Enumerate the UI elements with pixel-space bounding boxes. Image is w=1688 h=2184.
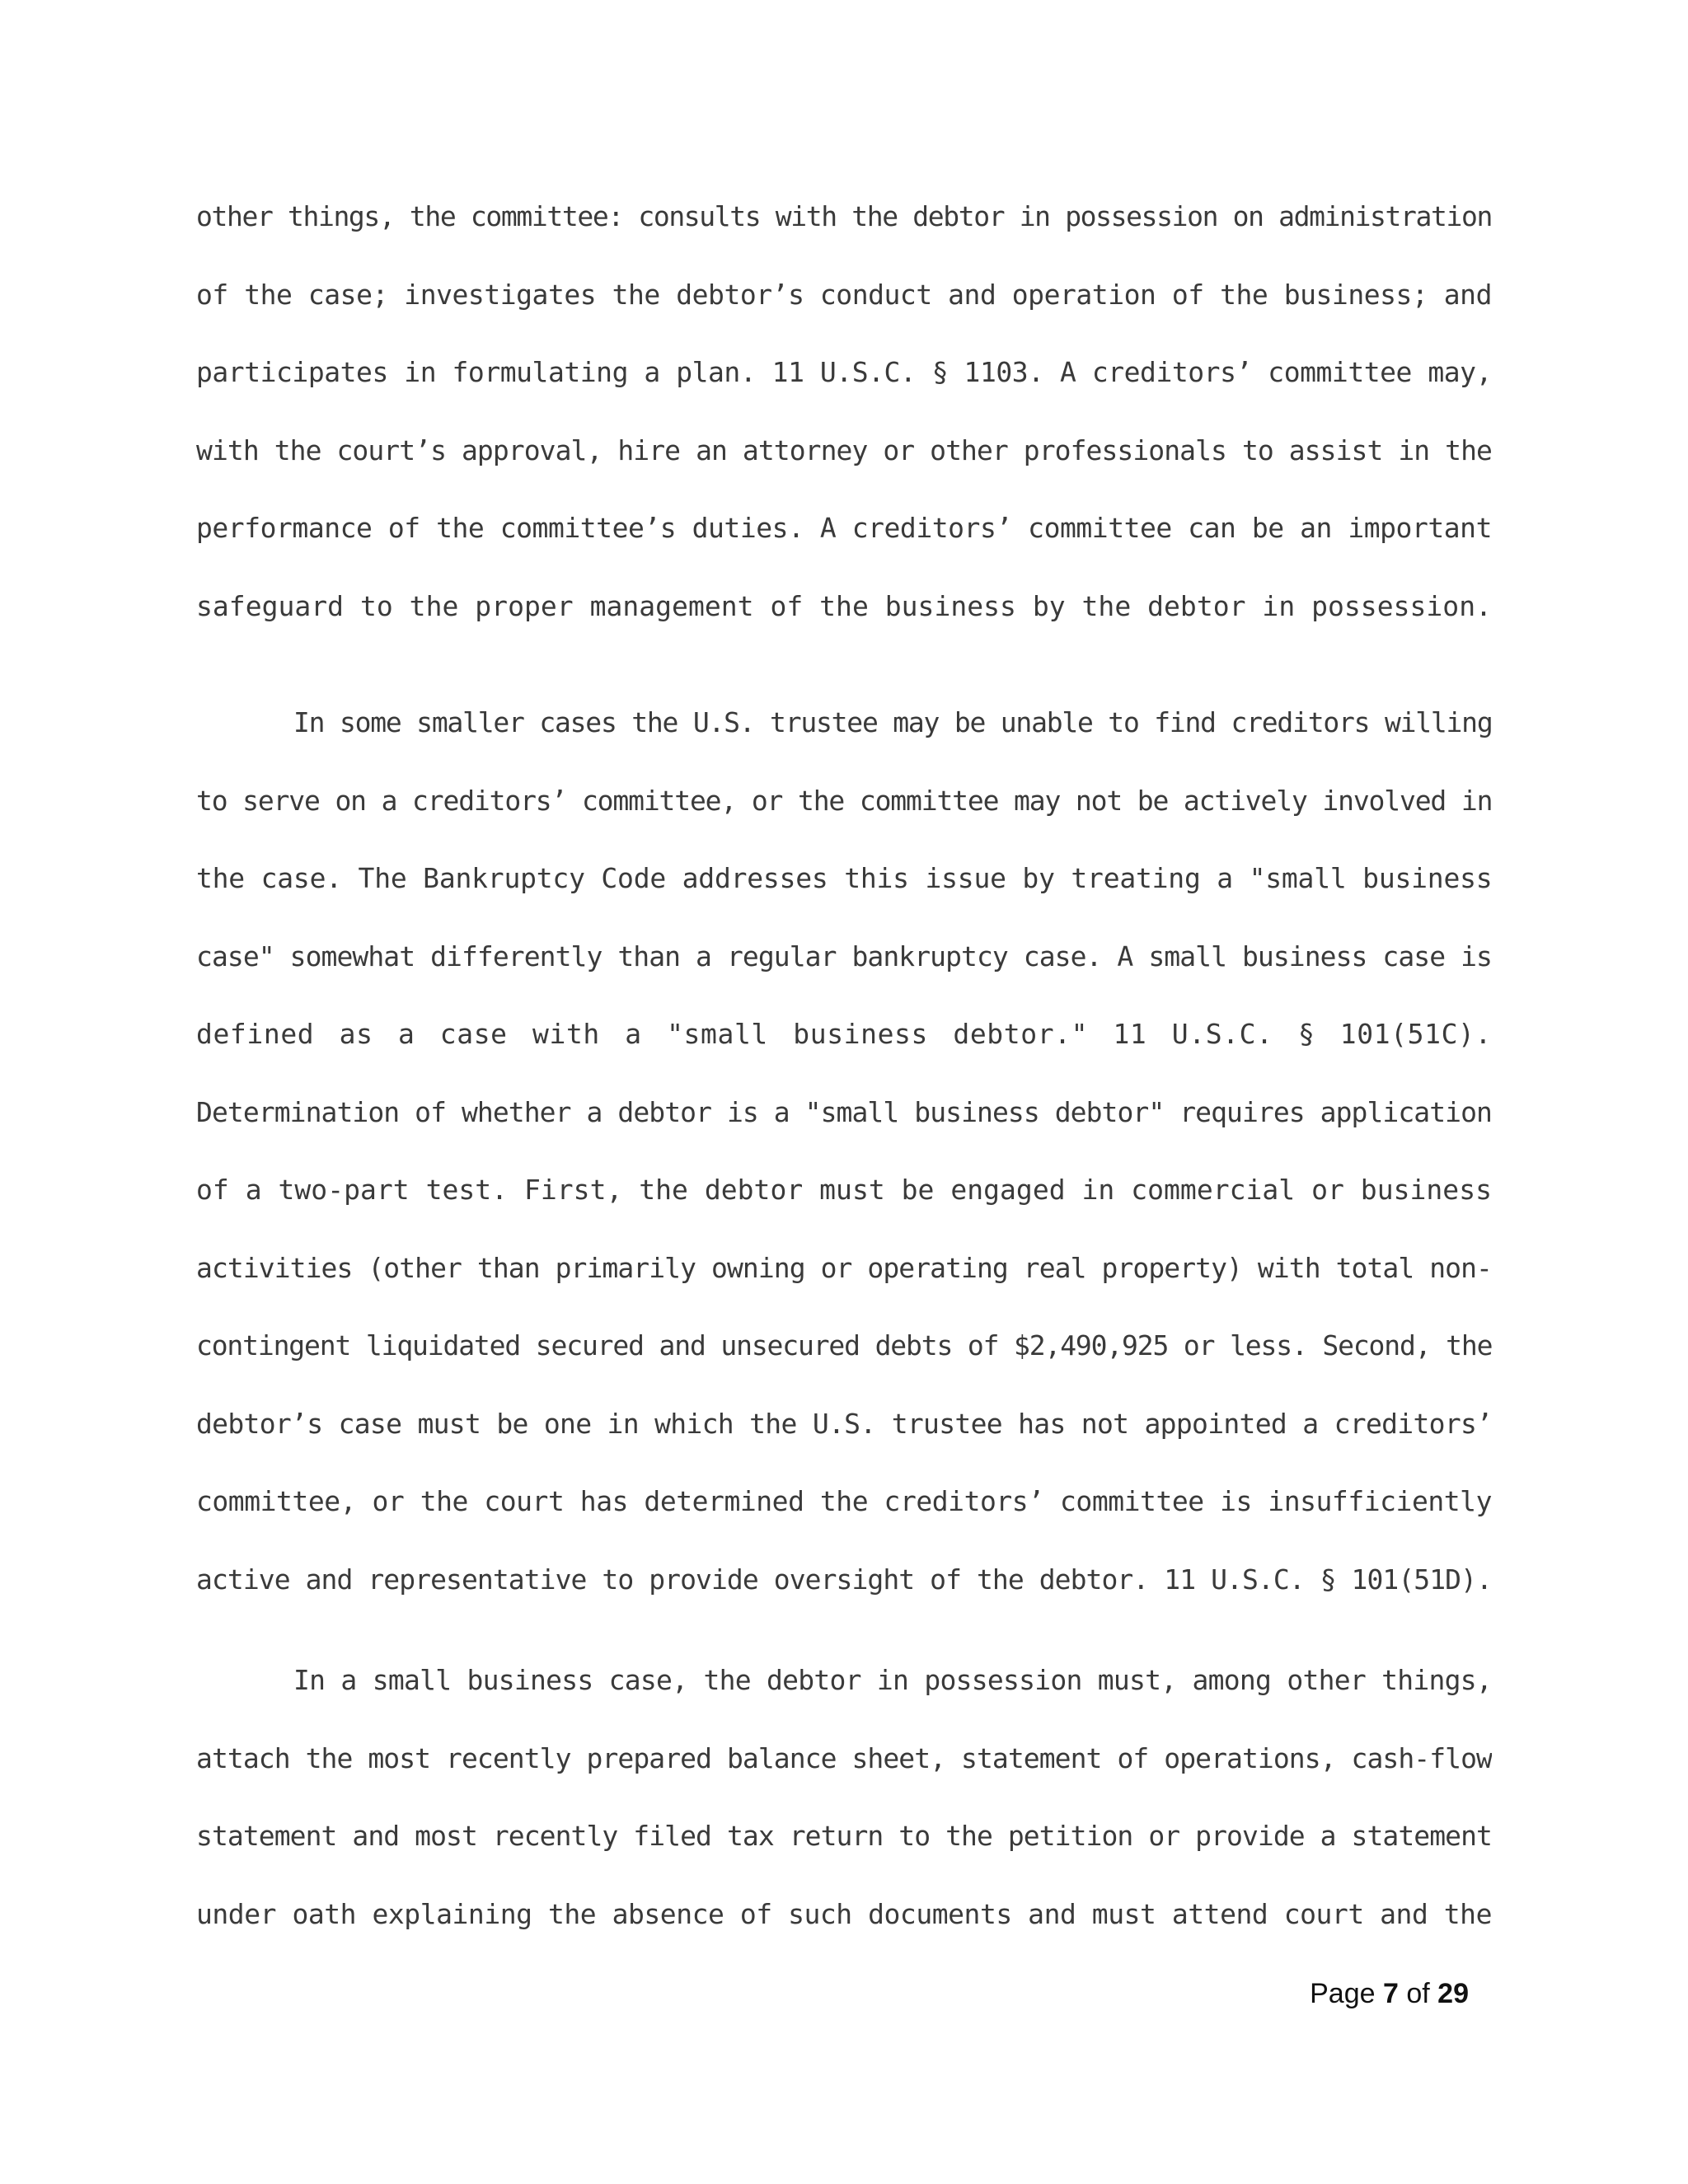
text-line: of the case; investigates the debtor’s conduct and operation of the business; and bbox=[196, 278, 1492, 311]
text-line-indented bbox=[196, 684, 1492, 762]
text-line: contingent liquidated secured and unsecured debts of $2,490,925 or less. Second, the bbox=[196, 1329, 1492, 1361]
text-line: participates in formulating a plan. 11 U.S.C. § 1103. A creditors’ committee may, bbox=[196, 356, 1492, 388]
text-line: with the court’s approval, hire an attorney or other professionals to assist in the bbox=[196, 434, 1492, 466]
total-pages: 29 bbox=[1437, 1978, 1469, 2009]
text-line: safeguard to the proper management of the business by the debtor in possession. bbox=[196, 589, 1492, 622]
text-line: active and representative to provide oversight of the debtor. 11 U.S.C. § 101(51D). bbox=[196, 1563, 1492, 1596]
of-word: of bbox=[1406, 1978, 1430, 2009]
text-line: performance of the committee’s duties. A creditors’ committee can be an important bbox=[196, 512, 1492, 544]
page-number: 7 bbox=[1382, 1978, 1399, 2009]
text-line: to serve on a creditors’ committee, or the committee may not be actively involved in bbox=[196, 784, 1492, 817]
text-line: activities (other than primarily owning or operating real property) with total non- bbox=[196, 1251, 1492, 1284]
text-line: the case. The Bankruptcy Code addresses this issue by treating a "small business bbox=[196, 862, 1492, 894]
text-line-content: In some smaller cases the U.S. trustee may be unable to find creditors willing bbox=[293, 706, 1492, 738]
paragraph-2 bbox=[196, 684, 1492, 1619]
text-line: Determination of whether a debtor is a "small business debtor" requires application bbox=[196, 1095, 1492, 1128]
paragraph-1 bbox=[196, 178, 1492, 645]
text-line-indented bbox=[196, 1642, 1492, 1720]
text-line: case" somewhat differently than a regular bankruptcy case. A small business case is bbox=[196, 940, 1492, 972]
text-line: of a two-part test. First, the debtor must be engaged in commercial or business bbox=[196, 1174, 1492, 1206]
text-line: defined as a case with a "small business debtor." 11 U.S.C. § 101(51C). bbox=[196, 1018, 1492, 1050]
text-line: other things, the committee: consults with the debtor in possession on administration bbox=[196, 200, 1492, 232]
page-word: Page bbox=[1310, 1978, 1376, 2009]
text-line: committee, or the court has determined the creditors’ committee is insufficiently bbox=[196, 1485, 1492, 1517]
paragraph-3 bbox=[196, 1642, 1492, 1953]
text-line: debtor’s case must be one in which the U.S. trustee has not appointed a creditors’ bbox=[196, 1407, 1492, 1440]
text-line: statement and most recently filed tax return to the petition or provide a statement bbox=[196, 1820, 1492, 1852]
text-line: attach the most recently prepared balance sheet, statement of operations, cash-flow bbox=[196, 1741, 1492, 1774]
text-line-content: In a small business case, the debtor in possession must, among other things, bbox=[293, 1664, 1492, 1696]
text-line: under oath explaining the absence of such documents and must attend court and the bbox=[196, 1897, 1492, 1930]
page-footer bbox=[1310, 1978, 1469, 2010]
